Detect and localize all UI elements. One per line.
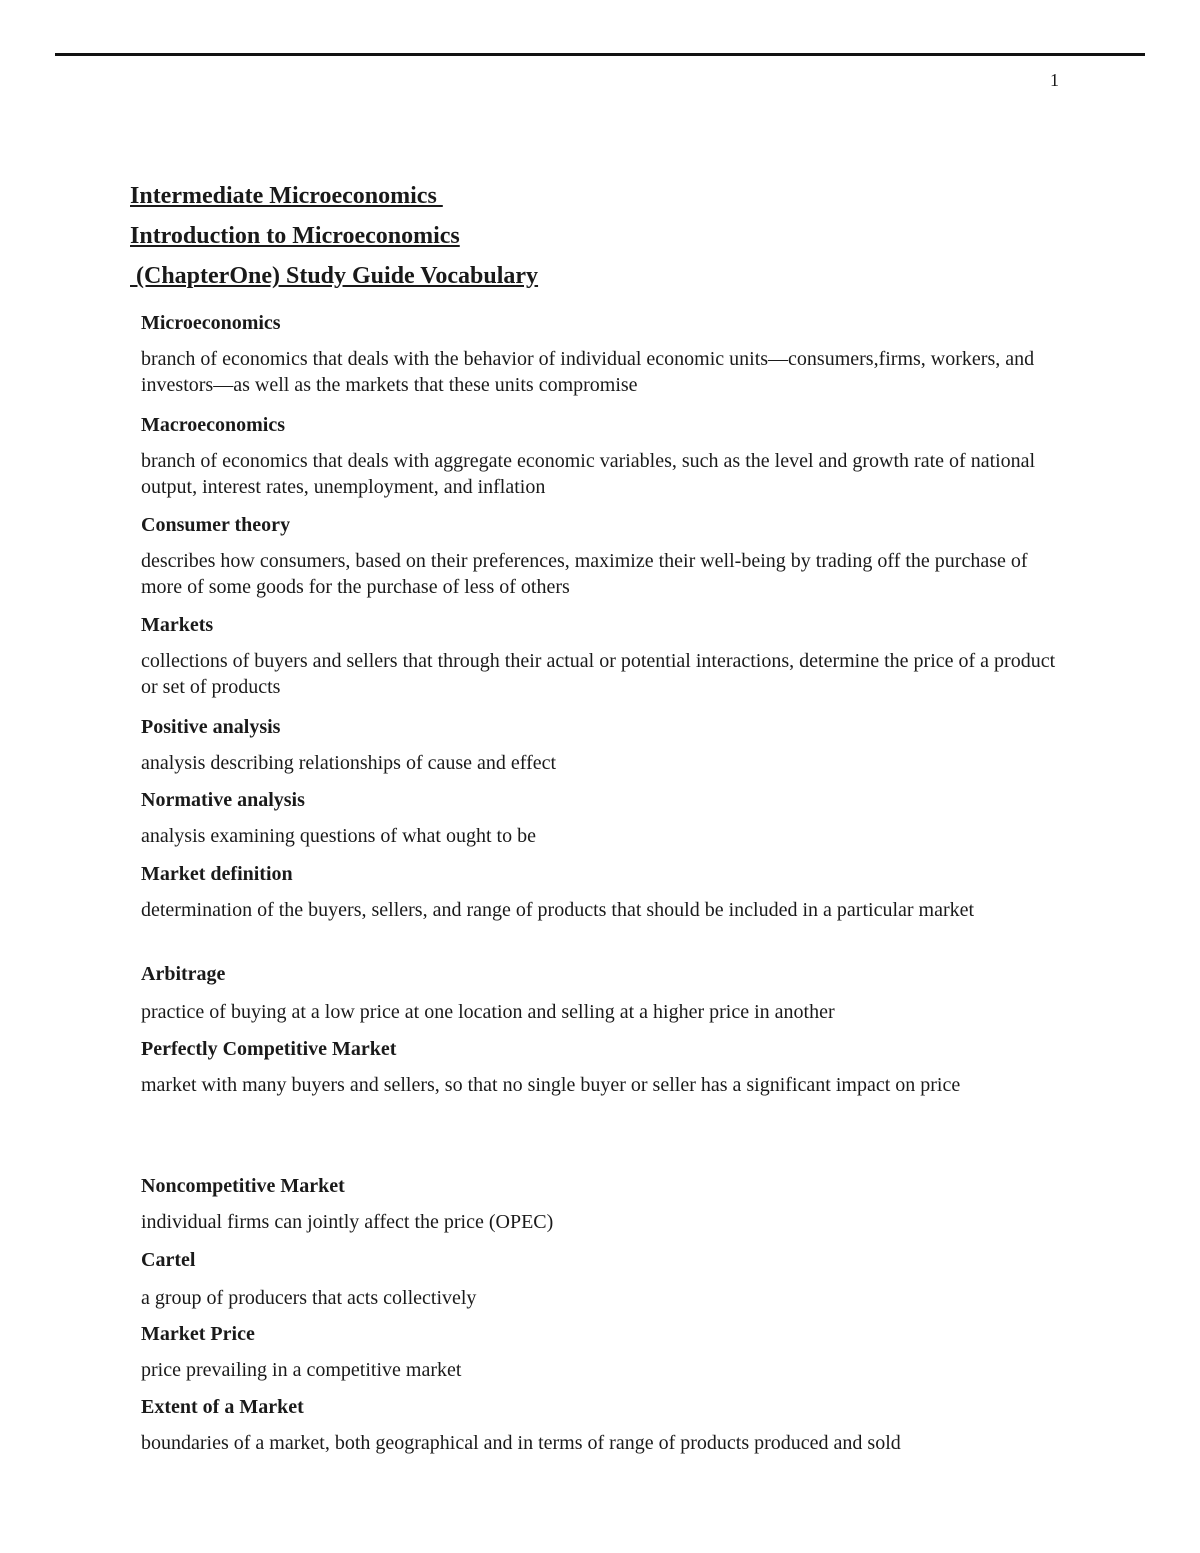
study-guide-title: (ChapterOne) Study Guide Vocabulary <box>130 263 539 289</box>
header-rule <box>55 53 1145 56</box>
vocab-term: Macroeconomics <box>141 414 286 436</box>
vocab-term: Positive analysis <box>141 716 281 738</box>
vocab-definition: practice of buying at a low price at one location and selling at a higher price in another <box>141 1001 835 1023</box>
title-block <box>130 176 538 296</box>
vocab-definition: branch of economics that deals with the behavior of individual economic units—consumers,firms, workers, and investors—as well as the markets that these units compromise <box>141 348 1035 396</box>
vocab-entry <box>141 961 1071 1025</box>
vocab-term: Arbitrage <box>141 963 226 985</box>
vocab-definition: price prevailing in a competitive market <box>141 1359 462 1381</box>
vocab-definition: market with many buyers and sellers, so that no single buyer or seller has a significant impact on price <box>141 1074 961 1096</box>
vocab-definition: analysis describing relationships of cause and effect <box>141 752 557 774</box>
vocab-definition: determination of the buyers, sellers, and range of products that should be included in a particular market <box>141 899 975 921</box>
vocab-term: Microeconomics <box>141 312 281 334</box>
vocab-definition: a group of producers that acts collectively <box>141 1287 477 1309</box>
vocab-term: Cartel <box>141 1249 196 1271</box>
vocab-entry <box>141 1247 1071 1311</box>
vocab-entry <box>141 1173 1071 1235</box>
vocab-entry <box>141 512 1071 600</box>
vocab-entry <box>141 310 1071 398</box>
vocab-entry <box>141 861 1071 923</box>
vocab-term: Noncompetitive Market <box>141 1175 345 1197</box>
vocab-entry <box>141 714 1071 776</box>
vocab-entry <box>141 787 1071 849</box>
vocab-entry <box>141 1321 1071 1383</box>
vocab-definition: branch of economics that deals with aggregate economic variables, such as the level and growth rate of national output, interest rates, unemployment, and inflation <box>141 450 1036 498</box>
vocab-entry <box>141 412 1071 500</box>
page-number: 1 <box>1050 70 1059 90</box>
vocab-entry <box>141 1394 1071 1456</box>
vocab-term: Consumer theory <box>141 514 291 536</box>
chapter-title: Introduction to Microeconomics <box>130 223 460 249</box>
vocab-definition: describes how consumers, based on their preferences, maximize their well-being by trading off the purchase of more of some goods for the purchase of less of others <box>141 550 1028 598</box>
vocab-definition: analysis examining questions of what ought to be <box>141 825 536 847</box>
vocab-definition: individual firms can jointly affect the price (OPEC) <box>141 1211 554 1233</box>
course-title: Intermediate Microeconomics <box>130 183 443 209</box>
vocab-term: Perfectly Competitive Market <box>141 1038 397 1060</box>
vocab-definition: collections of buyers and sellers that through their actual or potential interactions, determine the price of a product or set of products <box>141 650 1056 698</box>
vocab-term: Market definition <box>141 863 293 885</box>
vocab-entry <box>141 612 1071 700</box>
vocab-term: Extent of a Market <box>141 1396 304 1418</box>
vocab-definition: boundaries of a market, both geographical and in terms of range of products produced and sold <box>141 1432 901 1454</box>
vocab-term: Market Price <box>141 1323 255 1345</box>
vocab-term: Markets <box>141 614 214 636</box>
vocab-term: Normative analysis <box>141 789 305 811</box>
vocab-entry <box>141 1036 1071 1098</box>
